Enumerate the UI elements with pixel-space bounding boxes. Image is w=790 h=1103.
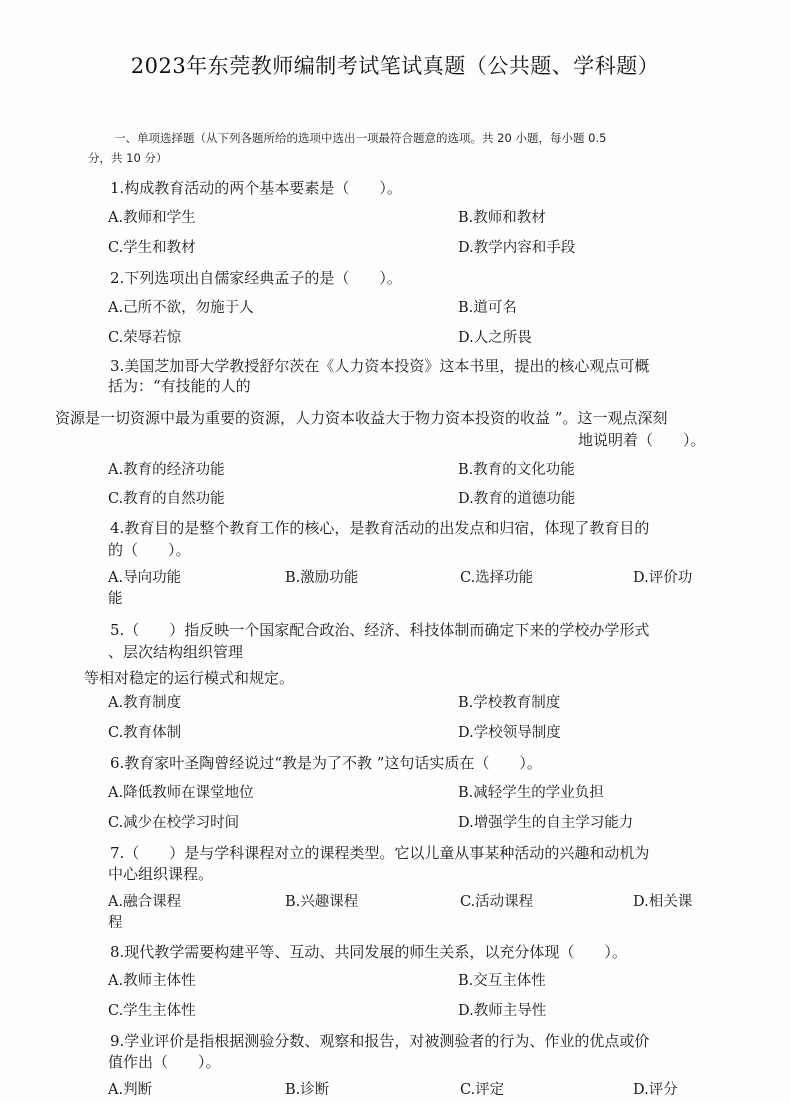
question-6-option-d: D.增强学生的自主学习能力 <box>458 815 634 831</box>
question-1-option-d: D.教学内容和手段 <box>458 240 576 256</box>
question-3-stem-line-2: 括为：“有技能的人的 <box>108 377 251 395</box>
question-8-option-c: C.学生主体性 <box>108 1003 196 1019</box>
question-8-option-d: D.教师主导性 <box>458 1003 547 1019</box>
question-3-stem-line-3: 资源是一切资源中最为重要的资源，人力资本收益大于物力资本投资的收益 ”。这一观点深刻 <box>55 409 668 427</box>
page-title: 2023年东莞教师编制考试笔试真题（公共题、学科题） <box>130 54 660 78</box>
question-3-option-c: C.教育的自然功能 <box>108 491 225 507</box>
question-1-option-c: C.学生和教材 <box>108 240 196 256</box>
question-9-option-b: B.诊断 <box>285 1082 330 1098</box>
question-6-option-b: B.减轻学生的学业负担 <box>458 785 604 801</box>
question-1-stem: 1.构成教育活动的两个基本要素是（ ）。 <box>110 179 402 197</box>
question-7-stem-line-1: 7.（ ）是与学科课程对立的课程类型。它以儿童从事某种活动的兴趣和动机为 <box>110 844 650 862</box>
question-5-option-a: A.教育制度 <box>108 695 182 711</box>
question-6-option-c: C.减少在校学习时间 <box>108 815 240 831</box>
question-4-option-a: A.导向功能 <box>108 570 182 586</box>
question-7-option-b: B.兴趣课程 <box>285 894 359 910</box>
question-2-stem: 2.下列选项出自儒家经典孟子的是（ ）。 <box>110 269 402 287</box>
question-6-stem: 6.教育家叶圣陶曾经说过“教是为了不教 ”这句话实质在（ ）。 <box>110 754 542 772</box>
question-9-stem-line-1: 9.学业评价是指根据测验分数、观察和报告，对被测验者的行为、作业的优点或价 <box>110 1032 650 1050</box>
question-4-option-d-wrap: 能 <box>108 591 123 607</box>
question-5-stem-line-2: 、层次结构组织管理 <box>108 643 244 661</box>
question-4-option-c: C.选择功能 <box>460 570 534 586</box>
question-7-stem-line-2: 中心组织课程。 <box>108 865 214 883</box>
question-5-stem-line-3: 等相对稳定的运行模式和规定。 <box>84 669 295 687</box>
question-5-option-b: B.学校教育制度 <box>458 695 561 711</box>
question-2-option-d: D.人之所畏 <box>458 330 532 346</box>
question-5-option-d: D.学校领导制度 <box>458 725 561 741</box>
question-4-option-b: B.激励功能 <box>285 570 359 586</box>
question-5-stem-line-1: 5.（ ）指反映一个国家配合政治、经济、科技体制而确定下来的学校办学形式 <box>110 621 650 639</box>
question-2-option-c: C.荣辱若惊 <box>108 330 182 346</box>
question-7-option-a: A.融合课程 <box>108 894 182 910</box>
question-9-option-a: A.判断 <box>108 1082 153 1098</box>
question-9-option-c: C.评定 <box>460 1082 505 1098</box>
question-8-stem: 8.现代教学需要构建平等、互动、共同发展的师生关系，以充分体现（ ）。 <box>110 943 627 961</box>
section-instructions-line-2: 分，共 10 分） <box>88 151 168 165</box>
question-5-option-c: C.教育体制 <box>108 725 182 741</box>
question-8-option-b: B.交互主体性 <box>458 973 546 989</box>
question-6-option-a: A.降低教师在课堂地位 <box>108 785 254 801</box>
section-instructions-line-1: 一、单项选择题（从下列各题所给的选项中选出一项最符合题意的选项。共 20 小题，每小题 0.5 <box>114 131 607 145</box>
question-9-stem-line-2: 值作出（ ）。 <box>108 1053 221 1071</box>
question-3-stem-line-1: 3.美国芝加哥大学教授舒尔茨在《人力资本投资》这本书里，提出的核心观点可概 <box>110 357 650 375</box>
question-1-option-a: A.教师和学生 <box>108 210 196 226</box>
question-3-option-b: B.教育的文化功能 <box>458 462 575 478</box>
question-2-option-b: B.道可名 <box>458 300 517 316</box>
question-3-stem-line-4: 地说明着（ ）。 <box>578 431 706 449</box>
section-instructions <box>88 128 714 168</box>
question-3-option-d: D.教育的道德功能 <box>458 491 576 507</box>
question-7-option-c: C.活动课程 <box>460 894 534 910</box>
question-4-stem-line-1: 4.教育目的是整个教育工作的核心，是教育活动的出发点和归宿，体现了教育目的 <box>110 519 650 537</box>
question-9-option-d: D.评分 <box>633 1082 678 1098</box>
question-3-option-a: A.教育的经济功能 <box>108 462 225 478</box>
question-4-option-d: D.评价功 <box>633 570 693 586</box>
question-1-option-b: B.教师和教材 <box>458 210 546 226</box>
question-4-stem-line-2: 的（ ）。 <box>108 541 191 559</box>
question-7-option-d: D.相关课 <box>633 894 693 910</box>
question-2-option-a: A.己所不欲，勿施于人 <box>108 300 254 316</box>
question-8-option-a: A.教师主体性 <box>108 973 196 989</box>
question-7-option-d-wrap: 程 <box>108 915 123 931</box>
